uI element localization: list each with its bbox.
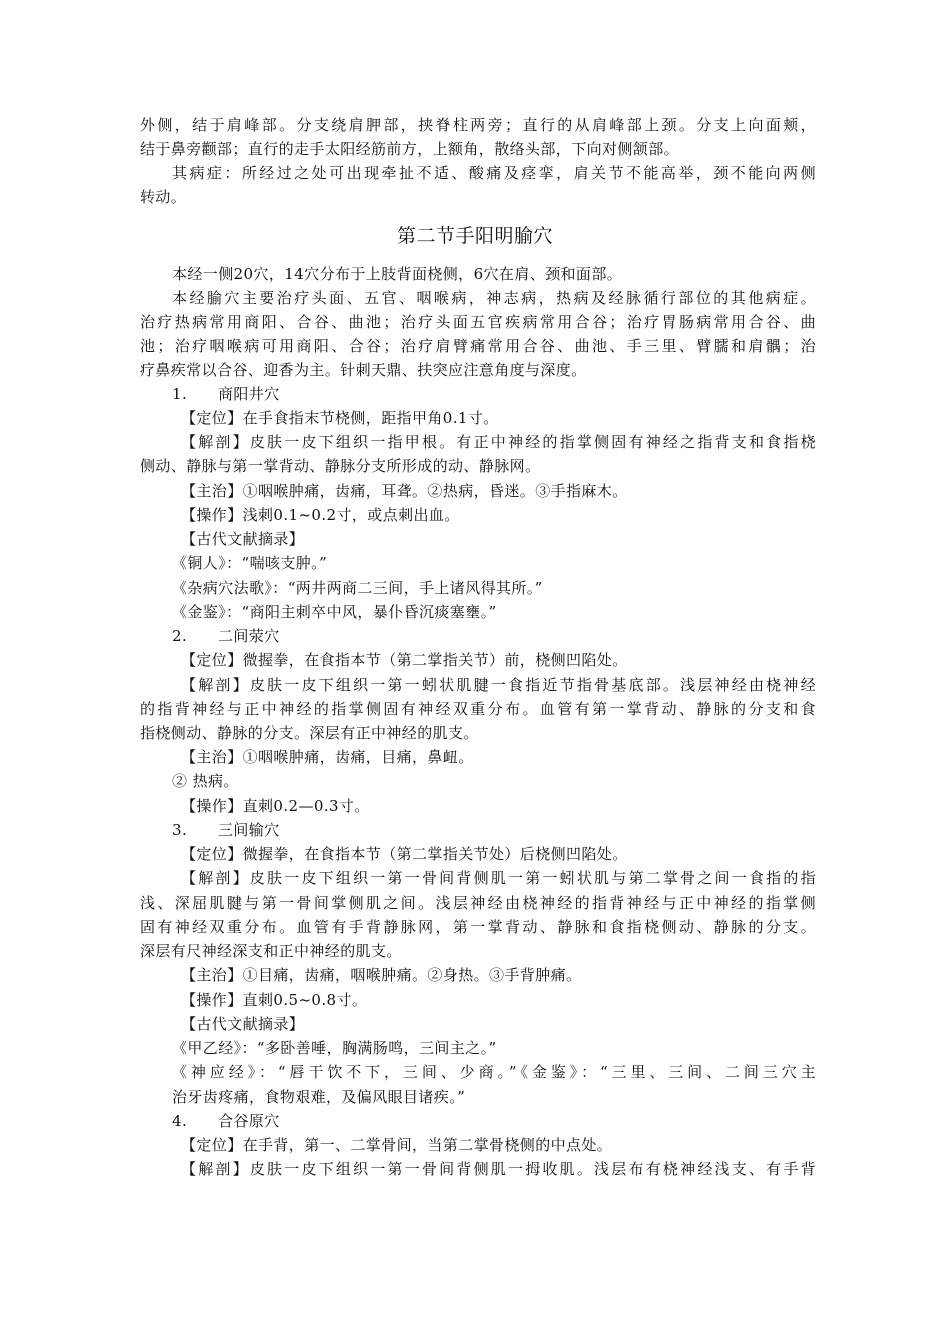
acupoint-heading: [172, 818, 816, 842]
literature-quote: 《铜人》：“喘咳支肿。”: [172, 554, 328, 572]
literature-heading: 【古代文献摘录】: [181, 1015, 305, 1033]
acupoint-heading: [172, 382, 816, 406]
paragraph-line: 其病症：所经过之处可出现牵扯不适、酸痛及痉挛，肩关节不能高举，颈不能向两侧: [172, 164, 816, 182]
literature-quote: 治牙齿疼痛，食物艰难，及偏风眼目诸疾。”: [172, 1088, 466, 1106]
paragraph-line: 治疗热病常用商阳、合谷、曲池；治疗头面五官疾病常用合谷；治疗胃肠病常用合谷、曲: [140, 313, 816, 331]
literature-quote: 《杂病穴法歌》：“两井两商二三间，手上诸风得其所。”: [172, 579, 543, 597]
literature-quote: 《神应经》：“唇干饮不下，三间、少商。”《金鉴》：“三里、三间、二间三穴主: [172, 1063, 816, 1081]
paragraph-line: 本经腧穴主要治疗头面、五官、咽喉病，神志病，热病及经脉循行部位的其他病症。: [172, 289, 816, 307]
indication-line: ② 热病。: [172, 772, 239, 790]
paragraph-line: 外侧，结于肩峰部。分支绕肩胛部，挟脊柱两旁；直行的从肩峰部上颈。分支上向面颊，: [140, 116, 816, 134]
anatomy-line: 侧动、静脉与第一掌背动、静脉分支所形成的动、静脉网。: [140, 457, 541, 475]
operation-line: 【操作】直刺0.5~0.8寸。: [181, 991, 368, 1009]
paragraph-line: 池；治疗咽喉病可用商阳、合谷；治疗肩臂痛常用合谷、曲池、手三里、臂臑和肩髃；治: [140, 337, 816, 355]
acupoint-heading: [172, 1109, 816, 1133]
location-line: 【定位】在手背，第一、二掌骨间，当第二掌骨桡侧的中点处。: [181, 1136, 613, 1154]
location-line: 【定位】微握拳，在食指本节（第二掌指关节处）后桡侧凹陷处。: [181, 845, 628, 863]
anatomy-line: 【解剖】皮肤一皮下组织一指甲根。有正中神经的指掌侧固有神经之指背支和食指桡: [181, 433, 816, 451]
acupoint-number: 4.: [172, 1112, 188, 1130]
indication-line: 【主治】①目痛，齿痛，咽喉肿痛。②身热。③手背肿痛。: [181, 966, 582, 984]
anatomy-line: 深层有尺神经深支和正中神经的肌支。: [140, 942, 402, 960]
paragraph-line: 结于鼻旁颧部；直行的走手太阳经筋前方，上额角，散络头部，下向对侧颔部。: [140, 140, 680, 158]
acupoint-name: 商阳井穴: [218, 385, 280, 403]
paragraph-line: 转动。: [140, 188, 187, 206]
acupoint-name: 合谷原穴: [218, 1112, 280, 1130]
anatomy-line: 指桡侧动、静脉的分支。深层有正中神经的肌支。: [140, 724, 479, 742]
anatomy-line: 【解剖】皮肤一皮下组织一第一骨间背侧肌一第一蚓状肌与第二掌骨之间一食指的指: [181, 869, 816, 887]
acupoint-heading: [172, 624, 816, 648]
operation-line: 【操作】浅刺0.1~0.2寸，或点刺出血。: [181, 506, 460, 524]
anatomy-line: 浅、深屈肌腱与第一骨间掌侧肌之间。浅层神经由桡神经的指背神经与正中神经的指掌侧: [140, 894, 816, 912]
literature-quote: 《金鉴》：“商阳主刺卒中风，暴仆昏沉痰塞壅。”: [172, 603, 497, 621]
anatomy-line: 的指背神经与正中神经的指掌侧固有神经双重分布。血管有第一掌背动、静脉的分支和食: [140, 700, 816, 718]
anatomy-line: 固有神经双重分布。血管有手背静脉网，第一掌背动、静脉和食指桡侧动、静脉的分支。: [140, 918, 816, 936]
acupoint-number: 2.: [172, 627, 188, 645]
literature-quote: 《甲乙经》：“多卧善唾，胸满肠鸣，三间主之。”: [172, 1039, 497, 1057]
paragraph-line: 疗鼻疾常以合谷、迎香为主。针刺天鼎、扶突应注意角度与深度。: [140, 361, 587, 379]
literature-heading: 【古代文献摘录】: [181, 530, 305, 548]
location-line: 【定位】微握拳，在食指本节（第二掌指关节）前，桡侧凹陷处。: [181, 651, 628, 669]
acupoint-number: 1.: [172, 385, 188, 403]
location-line: 【定位】在手食指末节桡侧，距指甲角0.1寸。: [181, 409, 499, 427]
acupoint-number: 3.: [172, 821, 188, 839]
operation-line: 【操作】直刺0.2—0.3寸。: [181, 797, 370, 815]
section-title: 第二节手阳明腧穴: [396, 225, 553, 247]
anatomy-line: 【解剖】皮肤一皮下组织一第一蚓状肌腱一食指近节指骨基底部。浅层神经由桡神经: [181, 676, 816, 694]
indication-line: 【主治】①咽喉肿痛，齿痛，目痛，鼻衄。: [181, 748, 474, 766]
anatomy-line: 【解剖】皮肤一皮下组织一第一骨间背侧肌一拇收肌。浅层布有桡神经浅支、有手背: [181, 1160, 816, 1178]
indication-line: 【主治】①咽喉肿痛，齿痛，耳聋。②热病，昏迷。③手指麻木。: [181, 482, 628, 500]
paragraph-line: 本经一侧20穴，14穴分布于上肢背面桡侧，6穴在肩、颈和面部。: [172, 265, 623, 283]
acupoint-name: 二间荥穴: [218, 627, 280, 645]
acupoint-name: 三间输穴: [218, 821, 280, 839]
